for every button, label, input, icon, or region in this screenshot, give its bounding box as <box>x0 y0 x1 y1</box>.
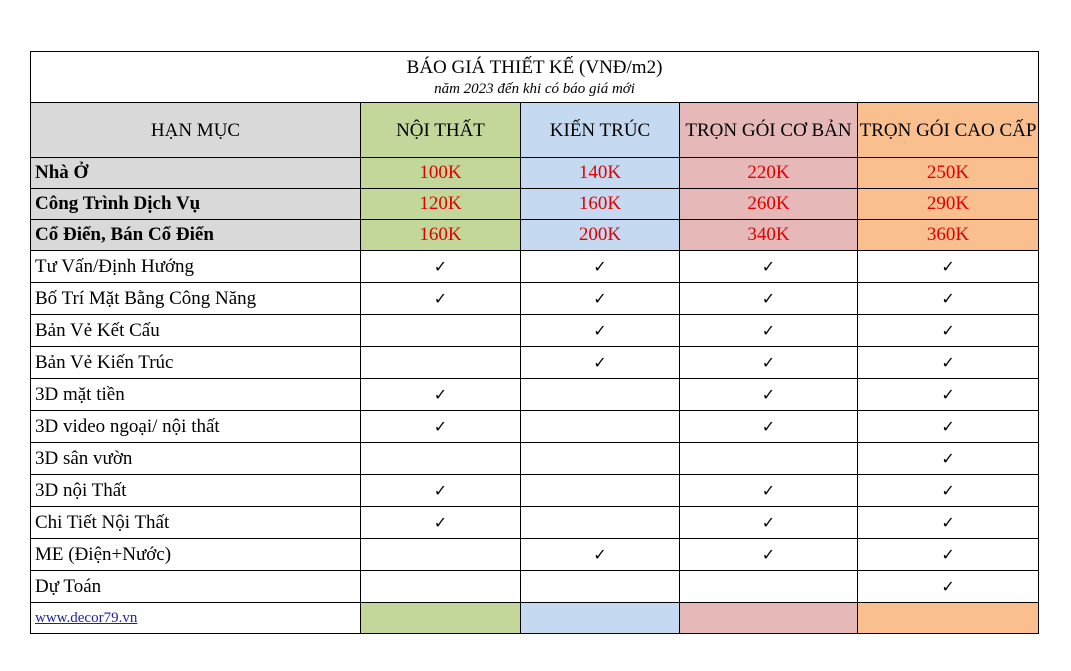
feature-cell <box>361 411 521 443</box>
feature-cell <box>680 539 858 571</box>
feature-label: 3D mặt tiền <box>31 379 361 411</box>
checkmark-icon: ✓ <box>941 257 955 276</box>
feature-cell <box>858 475 1039 507</box>
feature-cell <box>361 475 521 507</box>
feature-row <box>31 315 1039 347</box>
feature-cell <box>858 251 1039 283</box>
feature-cell <box>361 283 521 315</box>
feature-cell <box>858 443 1039 475</box>
footer-color-swatch <box>680 603 858 634</box>
price-value: 140K <box>521 158 680 189</box>
feature-row <box>31 539 1039 571</box>
feature-cell <box>680 571 858 603</box>
feature-row <box>31 475 1039 507</box>
checkmark-icon: ✓ <box>761 417 776 436</box>
footer-color-swatch <box>858 603 1039 634</box>
price-value: 100K <box>361 158 521 189</box>
price-value: 340K <box>680 220 858 251</box>
checkmark-icon: ✓ <box>761 321 776 340</box>
checkmark-icon: ✓ <box>593 353 607 372</box>
footer-link-cell <box>31 603 361 634</box>
feature-cell <box>680 475 858 507</box>
header-tron-goi-co-ban: TRỌN GÓI CƠ BẢN <box>680 103 858 158</box>
checkmark-icon: ✓ <box>941 417 955 436</box>
feature-row <box>31 251 1039 283</box>
feature-cell <box>858 571 1039 603</box>
footer-color-swatch <box>521 603 680 634</box>
feature-cell <box>521 315 680 347</box>
checkmark-icon: ✓ <box>433 385 448 404</box>
price-value: 250K <box>858 158 1039 189</box>
checkmark-icon: ✓ <box>941 449 955 468</box>
feature-cell <box>680 411 858 443</box>
footer-color-swatch <box>361 603 521 634</box>
table-title-cell <box>31 52 1039 103</box>
feature-label: 3D video ngoại/ nội thất <box>31 411 361 443</box>
feature-label: 3D nội Thất <box>31 475 361 507</box>
feature-row <box>31 283 1039 315</box>
checkmark-icon: ✓ <box>941 545 955 564</box>
feature-cell <box>361 507 521 539</box>
feature-cell <box>521 347 680 379</box>
checkmark-icon: ✓ <box>941 481 955 500</box>
feature-cell <box>361 539 521 571</box>
feature-cell <box>680 347 858 379</box>
price-value: 200K <box>521 220 680 251</box>
feature-row <box>31 411 1039 443</box>
price-value: 260K <box>680 189 858 220</box>
feature-label: ME (Điện+Nước) <box>31 539 361 571</box>
price-row <box>31 220 1039 251</box>
price-value: 160K <box>521 189 680 220</box>
feature-label: Bản Vẻ Kiến Trúc <box>31 347 361 379</box>
price-table <box>30 51 1039 634</box>
feature-cell <box>858 411 1039 443</box>
price-value: 120K <box>361 189 521 220</box>
feature-label: Bố Trí Mặt Bằng Công Năng <box>31 283 361 315</box>
feature-cell <box>521 539 680 571</box>
feature-cell <box>361 443 521 475</box>
feature-cell <box>521 475 680 507</box>
price-sheet <box>30 51 1038 634</box>
feature-cell <box>680 315 858 347</box>
footer-row <box>31 603 1039 634</box>
price-row <box>31 158 1039 189</box>
checkmark-icon: ✓ <box>593 257 607 276</box>
feature-cell <box>680 507 858 539</box>
checkmark-icon: ✓ <box>593 289 607 308</box>
feature-row <box>31 507 1039 539</box>
checkmark-icon: ✓ <box>593 545 607 564</box>
price-row-label: Cổ Điển, Bán Cổ Điển <box>31 220 361 251</box>
feature-label: Chi Tiết Nội Thất <box>31 507 361 539</box>
checkmark-icon: ✓ <box>433 513 448 532</box>
feature-cell <box>858 379 1039 411</box>
feature-cell <box>521 507 680 539</box>
feature-cell <box>680 443 858 475</box>
website-link[interactable]: www.decor79.vn <box>35 609 138 626</box>
feature-cell <box>361 379 521 411</box>
feature-label: Dự Toán <box>31 571 361 603</box>
feature-cell <box>521 443 680 475</box>
feature-cell <box>361 571 521 603</box>
header-tron-goi-cao-cap: TRỌN GÓI CAO CẤP <box>858 103 1039 158</box>
feature-row <box>31 347 1039 379</box>
checkmark-icon: ✓ <box>941 513 955 532</box>
price-row-label: Công Trình Dịch Vụ <box>31 189 361 220</box>
feature-label: Tư Vấn/Định Hướng <box>31 251 361 283</box>
checkmark-icon: ✓ <box>593 321 607 340</box>
header-row <box>31 103 1039 158</box>
table-title: BÁO GIÁ THIẾT KẾ (VNĐ/m2) <box>406 57 663 78</box>
feature-cell <box>858 539 1039 571</box>
feature-cell <box>521 571 680 603</box>
checkmark-icon: ✓ <box>941 577 955 596</box>
feature-label: 3D sân vườn <box>31 443 361 475</box>
checkmark-icon: ✓ <box>433 257 448 276</box>
feature-row <box>31 571 1039 603</box>
header-noi-that: NỘI THẤT <box>361 103 521 158</box>
feature-cell <box>521 251 680 283</box>
feature-row <box>31 443 1039 475</box>
feature-cell <box>858 507 1039 539</box>
checkmark-icon: ✓ <box>761 481 776 500</box>
feature-cell <box>858 347 1039 379</box>
price-value: 220K <box>680 158 858 189</box>
feature-label: Bản Vẻ Kết Cấu <box>31 315 361 347</box>
checkmark-icon: ✓ <box>761 353 776 372</box>
feature-cell <box>858 315 1039 347</box>
feature-cell <box>361 251 521 283</box>
price-value: 360K <box>858 220 1039 251</box>
checkmark-icon: ✓ <box>941 321 955 340</box>
feature-cell <box>858 283 1039 315</box>
feature-cell <box>680 251 858 283</box>
feature-cell <box>521 411 680 443</box>
feature-row <box>31 379 1039 411</box>
checkmark-icon: ✓ <box>941 385 955 404</box>
feature-cell <box>361 347 521 379</box>
checkmark-icon: ✓ <box>761 289 776 308</box>
checkmark-icon: ✓ <box>761 257 776 276</box>
price-row-label: Nhà Ở <box>31 158 361 189</box>
checkmark-icon: ✓ <box>941 353 955 372</box>
price-row <box>31 189 1039 220</box>
checkmark-icon: ✓ <box>433 481 448 500</box>
feature-cell <box>521 283 680 315</box>
checkmark-icon: ✓ <box>433 417 448 436</box>
checkmark-icon: ✓ <box>761 385 776 404</box>
price-value: 160K <box>361 220 521 251</box>
header-category: HẠN MỤC <box>31 103 361 158</box>
checkmark-icon: ✓ <box>941 289 955 308</box>
feature-cell <box>680 379 858 411</box>
checkmark-icon: ✓ <box>433 289 448 308</box>
checkmark-icon: ✓ <box>761 513 776 532</box>
feature-cell <box>361 315 521 347</box>
price-value: 290K <box>858 189 1039 220</box>
checkmark-icon: ✓ <box>761 545 776 564</box>
table-subtitle: năm 2023 đến khi có báo giá mới <box>434 81 635 97</box>
header-kien-truc: KIẾN TRÚC <box>521 103 680 158</box>
feature-cell <box>521 379 680 411</box>
feature-cell <box>680 283 858 315</box>
